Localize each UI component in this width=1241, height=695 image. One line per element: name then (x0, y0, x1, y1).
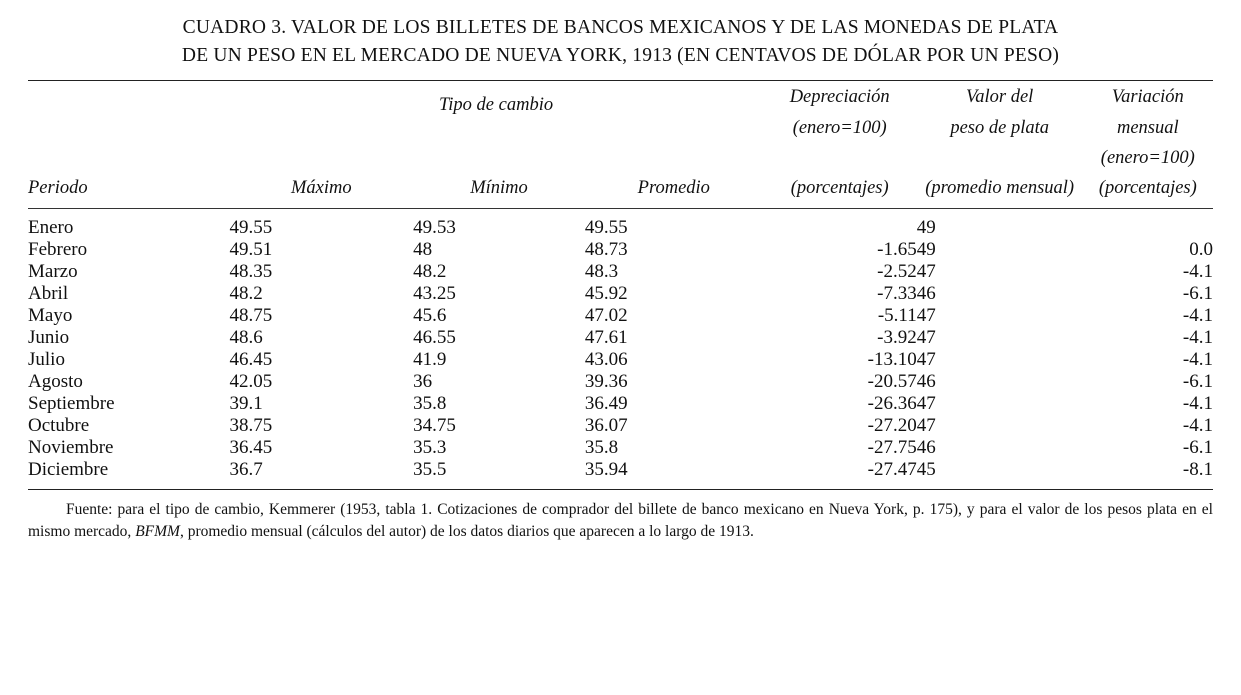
cell-maximo: 39.1 (229, 392, 263, 414)
cell-variacion: -4.1 (1182, 392, 1213, 414)
data-table (28, 81, 1213, 206)
cell-maximo: 49.55 (229, 216, 273, 238)
cell-valor: 46 (916, 436, 936, 458)
cell-variacion: -8.1 (1182, 458, 1213, 480)
cell-depreciacion: -20.57 (867, 370, 917, 392)
cell-variacion: -4.1 (1182, 348, 1213, 370)
table-row (28, 459, 1213, 481)
cell-variacion: -4.1 (1182, 414, 1213, 436)
cell-variacion: -4.1 (1182, 260, 1213, 282)
header-sub-row-2 (28, 146, 1213, 176)
cell-valor: 47 (916, 414, 936, 436)
cell-promedio: 35.94 (584, 458, 628, 480)
header-group-tipo-de-cambio: Tipo de cambio (439, 94, 554, 115)
header-variacion-line2: mensual (1116, 117, 1179, 138)
header-empty-8 (585, 146, 763, 176)
header-empty-2 (229, 116, 413, 146)
header-empty-3 (413, 116, 585, 146)
cell-periodo: Abril (28, 282, 69, 304)
cell-depreciacion: -27.20 (867, 414, 917, 436)
header-variacion-line3: (enero=100) (1100, 147, 1195, 168)
cell-maximo: 48.75 (229, 304, 273, 326)
cell-periodo: Noviembre (28, 436, 114, 458)
header-promedio: Promedio (637, 177, 710, 198)
table-row (28, 437, 1213, 459)
cell-promedio: 45.92 (584, 282, 628, 304)
table-header (28, 81, 1213, 206)
cell-maximo: 48.6 (229, 326, 263, 348)
cell-maximo: 38.75 (229, 414, 273, 436)
page-title-line-1: CUADRO 3. VALOR DE LOS BILLETES DE BANCOS MEXICANOS Y DE LAS MONEDAS DE PLATA (182, 17, 1059, 38)
cell-depreciacion: -5.11 (877, 304, 917, 326)
table-row (28, 393, 1213, 415)
cell-periodo: Septiembre (28, 392, 115, 414)
table-body (28, 209, 1213, 481)
cell-minimo: 35.3 (413, 436, 447, 458)
cell-periodo: Mayo (28, 304, 73, 326)
header-empty-5 (28, 146, 229, 176)
cell-periodo: Junio (28, 326, 70, 348)
footnote-part-2: , promedio mensual (cálculos del autor) de los datos diarios que aparecen a lo largo de 1913. (179, 522, 754, 540)
cell-valor: 47 (916, 326, 936, 348)
data-table-body (28, 209, 1213, 481)
header-labels-row (28, 176, 1213, 206)
header-empty-1 (28, 116, 229, 146)
header-empty-7 (413, 146, 585, 176)
cell-depreciacion: -27.75 (867, 436, 917, 458)
cell-periodo: Agosto (28, 370, 83, 392)
cell-minimo: 49.53 (413, 216, 456, 238)
cell-promedio: 43.06 (584, 348, 628, 370)
table-row (28, 239, 1213, 261)
header-depreciacion-line1: Depreciación (789, 87, 890, 108)
cell-maximo: 42.05 (229, 370, 273, 392)
cell-valor: 49 (916, 238, 936, 260)
cell-promedio: 48.3 (584, 260, 619, 282)
table-row (28, 209, 1213, 217)
body-top-spacer (28, 209, 1213, 217)
header-sub-row-1 (28, 116, 1213, 146)
cell-valor: 47 (916, 304, 936, 326)
cell-periodo: Julio (28, 348, 65, 370)
cell-maximo: 48.35 (229, 260, 273, 282)
cell-minimo: 48.2 (413, 260, 447, 282)
header-empty-9 (763, 146, 917, 176)
header-depreciacion-line2: (enero=100) (792, 117, 887, 138)
header-group-empty-period (28, 81, 229, 116)
cell-promedio: 49.55 (584, 216, 628, 238)
cell-valor: 46 (916, 370, 936, 392)
cell-minimo: 41.9 (413, 348, 447, 370)
cell-valor: 47 (916, 392, 936, 414)
cell-variacion: 0.0 (1189, 238, 1213, 260)
table-footnote (28, 499, 1213, 543)
page-title (28, 14, 1213, 71)
cell-valor: 46 (916, 282, 936, 304)
cell-maximo: 48.2 (229, 282, 263, 304)
cell-maximo: 49.51 (229, 238, 273, 260)
cell-minimo: 46.55 (413, 326, 456, 348)
cell-minimo: 45.6 (413, 304, 447, 326)
header-maximo: Máximo (290, 177, 352, 198)
cell-depreciacion: -7.33 (877, 282, 917, 304)
cell-periodo: Marzo (28, 260, 78, 282)
cell-depreciacion: -26.36 (867, 392, 917, 414)
cell-periodo: Octubre (28, 414, 90, 436)
table-row (28, 283, 1213, 305)
cell-valor: 47 (916, 260, 936, 282)
table-row (28, 371, 1213, 393)
table-row (28, 305, 1213, 327)
cell-promedio: 47.61 (584, 326, 628, 348)
header-variacion-line4: (porcentajes) (1098, 177, 1197, 198)
cell-depreciacion: -3.92 (877, 326, 917, 348)
table-row (28, 415, 1213, 437)
cell-maximo: 36.7 (229, 458, 263, 480)
footnote-italic-source: BFMM (135, 522, 180, 540)
cell-maximo: 36.45 (229, 436, 273, 458)
cell-minimo: 34.75 (413, 414, 456, 436)
cell-depreciacion: -13.10 (867, 348, 917, 370)
header-empty-6 (229, 146, 413, 176)
cell-minimo: 35.5 (413, 458, 447, 480)
cell-minimo: 36 (413, 370, 433, 392)
cell-valor: 47 (916, 348, 936, 370)
header-variacion-line1: Variación (1111, 87, 1184, 108)
header-valor-line3: (promedio mensual) (925, 177, 1075, 198)
cell-variacion: -4.1 (1182, 326, 1213, 348)
table-row (28, 217, 1213, 239)
cell-periodo: Febrero (28, 238, 88, 260)
cell-maximo: 46.45 (229, 348, 273, 370)
header-group-row (28, 81, 1213, 116)
header-valor-line2: peso de plata (950, 117, 1049, 138)
cell-variacion: -6.1 (1182, 282, 1213, 304)
table-row (28, 261, 1213, 283)
cell-variacion: -4.1 (1182, 304, 1213, 326)
header-depreciacion-line3: (porcentajes) (790, 177, 889, 198)
cell-minimo: 43.25 (413, 282, 456, 304)
header-empty-4 (585, 116, 763, 146)
footnote-part-1: Fuente: para el tipo de cambio, Kemmerer (1953, tabla 1. Cotizaciones de comprador del billete de banco mexicano en Nueva York, p. 175), y para el valor de los pesos plata en el mismo mercado, (28, 500, 1213, 540)
cell-variacion (1083, 217, 1213, 239)
rule-bottom (28, 489, 1213, 490)
cell-variacion: -6.1 (1182, 370, 1213, 392)
table-row (28, 349, 1213, 371)
cell-depreciacion: -27.47 (867, 458, 917, 480)
cell-minimo: 35.8 (413, 392, 447, 414)
cell-promedio: 35.8 (584, 436, 619, 458)
cell-variacion: -6.1 (1182, 436, 1213, 458)
cell-periodo: Enero (28, 216, 74, 238)
page-title-line-2: DE UN PESO EN EL MERCADO DE NUEVA YORK, 1913 (EN CENTAVOS DE DÓLAR POR UN PESO) (181, 45, 1060, 67)
header-valor-line1: Valor del (966, 87, 1034, 108)
cell-promedio: 48.73 (584, 238, 628, 260)
cell-valor: 45 (916, 458, 936, 480)
cell-depreciacion: -2.52 (877, 260, 917, 282)
cell-periodo: Diciembre (28, 458, 109, 480)
cell-promedio: 36.07 (584, 414, 628, 436)
cell-depreciacion: -1.65 (877, 238, 917, 260)
header-periodo: Periodo (28, 177, 88, 198)
table-row (28, 327, 1213, 349)
cell-depreciacion (763, 217, 917, 239)
cell-minimo: 48 (413, 238, 433, 260)
header-minimo: Mínimo (470, 177, 528, 198)
cell-promedio: 36.49 (584, 392, 628, 414)
cell-promedio: 39.36 (584, 370, 628, 392)
cell-promedio: 47.02 (584, 304, 628, 326)
header-empty-10 (917, 146, 1083, 176)
cell-valor: 49 (916, 216, 936, 238)
